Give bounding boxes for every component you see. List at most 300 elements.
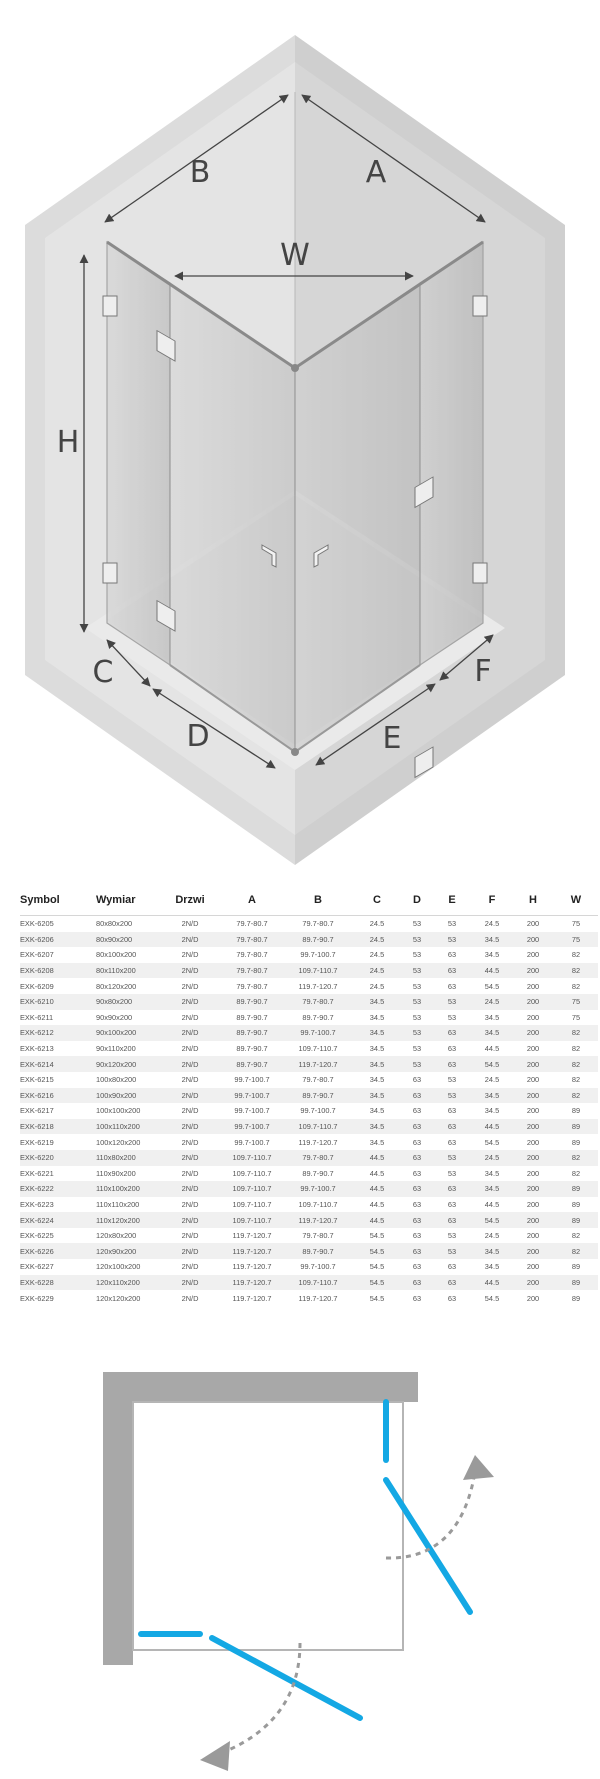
table-cell: 2N/D [181,1028,199,1038]
table-cell: 53 [412,950,422,960]
table-cell: 89 [571,1293,581,1303]
dim-label-d: D [186,719,210,754]
table-cell: 34.5 [369,1090,385,1100]
table-cell: 89.7-90.7 [236,1044,268,1054]
table-cell: 79.7-80.7 [302,997,334,1007]
table-cell: 99.7-100.7 [234,1090,270,1100]
plan-wall [103,1372,418,1665]
table-cell: 63 [447,1059,457,1069]
table-cell: 2N/D [181,1215,199,1225]
plan-view-diagram [0,1340,600,1779]
table-cell: EXK-6217 [20,1106,54,1116]
table-cell: 44.5 [484,1199,500,1209]
table-cell: 79.7-80.7 [236,950,268,960]
table-cell: 80x120x200 [96,981,137,991]
table-cell: 2N/D [181,1293,199,1303]
table-cell: EXK-6213 [20,1044,54,1054]
table-cell: 63 [412,1090,422,1100]
table-cell: 24.5 [484,1231,500,1241]
swing-arrow-head-icon [200,1741,230,1771]
table-row [20,1275,598,1291]
spec-table-header [20,885,598,916]
table-cell: 63 [412,1075,422,1085]
table-cell: 2N/D [181,966,199,976]
table-cell: 200 [526,1262,540,1272]
table-cell: 63 [412,1122,422,1132]
table-cell: 120x110x200 [96,1277,140,1287]
table-cell: 200 [526,1012,540,1022]
table-row [20,978,598,994]
table-cell: 44.5 [369,1168,385,1178]
table-cell: 54.5 [369,1293,385,1303]
table-cell: 24.5 [369,966,385,976]
table-cell: 63 [447,1137,457,1147]
table-cell: 24.5 [484,1153,500,1163]
table-cell: 119.7-120.7 [298,1137,338,1147]
table-cell: 200 [526,1028,540,1038]
table-cell: 82 [571,981,581,991]
table-row [20,1025,598,1041]
table-cell: 53 [447,1075,457,1085]
table-row [20,1103,598,1119]
table-cell: 79.7-80.7 [236,966,268,976]
table-cell: 75 [571,997,581,1007]
header-e: E [448,894,456,906]
table-cell: 63 [412,1277,422,1287]
table-cell: 2N/D [181,1090,199,1100]
table-cell: 80x100x200 [96,950,137,960]
table-cell: 79.7-80.7 [302,1231,334,1241]
table-cell: 100x120x200 [96,1137,141,1147]
table-cell: 34.5 [369,1106,385,1116]
table-cell: 99.7-100.7 [300,950,336,960]
table-cell: 109.7-110.7 [232,1168,272,1178]
table-cell: 44.5 [369,1153,385,1163]
dim-label-a: A [365,155,387,190]
table-cell: 200 [526,1199,540,1209]
swing-arrow-left-icon [224,1643,300,1752]
table-cell: 200 [526,981,540,991]
table-cell: 110x120x200 [96,1215,140,1225]
table-cell: 44.5 [369,1199,385,1209]
table-cell: 63 [447,1262,457,1272]
table-cell: EXK-6220 [20,1153,54,1163]
table-cell: 200 [526,1215,540,1225]
table-cell: 80x90x200 [96,934,133,944]
table-cell: 109.7-110.7 [298,1044,338,1054]
table-cell: 200 [526,1122,540,1132]
table-cell: 200 [526,1231,540,1241]
glass-door-right-plan [386,1480,470,1612]
table-cell: 2N/D [181,919,199,929]
table-cell: 109.7-110.7 [232,1184,272,1194]
table-cell: 99.7-100.7 [300,1106,336,1116]
table-cell: 34.5 [369,1075,385,1085]
table-cell: 63 [412,1215,422,1225]
table-cell: 34.5 [484,1090,500,1100]
table-cell: 34.5 [484,934,500,944]
table-cell: 2N/D [181,950,199,960]
table-cell: 110x80x200 [96,1153,136,1163]
hinge-icon [103,296,117,316]
table-cell: 24.5 [484,1075,500,1085]
dim-label-c: C [92,655,114,690]
table-cell: 89.7-90.7 [302,1012,334,1022]
table-cell: 54.5 [484,1293,500,1303]
table-cell: 75 [571,919,581,929]
header-b: B [314,894,322,906]
table-row [20,1212,598,1228]
table-cell: 63 [447,1199,457,1209]
table-cell: 79.7-80.7 [302,919,334,929]
table-cell: 120x90x200 [96,1246,137,1256]
table-cell: 90x90x200 [96,1012,133,1022]
table-cell: 2N/D [181,934,199,944]
table-cell: 63 [412,1246,422,1256]
table-row [20,1228,598,1244]
table-cell: 110x100x200 [96,1184,140,1194]
swing-arrow-head-icon [463,1455,494,1480]
table-cell: 53 [447,1246,457,1256]
table-cell: 200 [526,1044,540,1054]
table-cell: 63 [447,1106,457,1116]
table-cell: 53 [447,997,457,1007]
table-cell: 2N/D [181,1184,199,1194]
table-cell: 79.7-80.7 [236,934,268,944]
table-cell: 99.7-100.7 [300,1184,336,1194]
table-cell: 82 [571,1044,581,1054]
table-cell: 24.5 [369,919,385,929]
table-cell: 82 [571,1075,581,1085]
table-cell: 2N/D [181,1012,199,1022]
table-cell: 89.7-90.7 [236,997,268,1007]
table-cell: 109.7-110.7 [232,1199,272,1209]
table-cell: 63 [447,1293,457,1303]
table-cell: 54.5 [369,1262,385,1272]
table-cell: 53 [447,1168,457,1178]
spec-table-body [20,916,598,1306]
table-cell: 75 [571,934,581,944]
table-cell: 109.7-110.7 [298,1122,338,1132]
table-cell: 82 [571,1168,581,1178]
table-cell: 54.5 [369,1231,385,1241]
table-cell: 99.7-100.7 [300,1028,336,1038]
header-h: H [529,894,537,906]
table-cell: EXK-6215 [20,1075,54,1085]
table-row [20,1197,598,1213]
table-cell: EXK-6216 [20,1090,54,1100]
table-cell: 120x80x200 [96,1231,137,1241]
table-cell: 63 [412,1184,422,1194]
table-cell: EXK-6219 [20,1137,54,1147]
table-cell: 200 [526,919,540,929]
dim-label-h: H [56,425,80,460]
table-cell: 89.7-90.7 [236,1012,268,1022]
table-cell: 63 [447,1215,457,1225]
table-cell: 109.7-110.7 [298,1277,338,1287]
table-cell: 54.5 [484,1059,500,1069]
table-cell: 109.7-110.7 [298,966,338,976]
spec-table [20,885,598,1306]
table-cell: 63 [412,1231,422,1241]
header-d: D [413,894,421,906]
table-cell: 200 [526,950,540,960]
table-cell: 53 [412,1012,422,1022]
table-cell: 110x90x200 [96,1168,136,1178]
table-cell: 119.7-120.7 [298,1059,338,1069]
table-row [20,947,598,963]
table-cell: 79.7-80.7 [302,1153,334,1163]
corner-post-cap [291,364,299,372]
table-cell: 89.7-90.7 [302,1090,334,1100]
table-cell: 63 [412,1106,422,1116]
table-cell: 200 [526,1153,540,1163]
table-cell: 34.5 [484,1028,500,1038]
table-cell: 2N/D [181,1153,199,1163]
table-cell: 2N/D [181,981,199,991]
table-cell: 79.7-80.7 [302,1075,334,1085]
shower-tray-outline [133,1402,403,1650]
table-cell: 200 [526,1106,540,1116]
table-cell: 24.5 [369,934,385,944]
table-cell: 82 [571,1090,581,1100]
table-cell: 63 [412,1168,422,1178]
table-cell: 120x100x200 [96,1262,141,1272]
header-f: F [488,894,496,906]
table-row [20,994,598,1010]
table-cell: EXK-6223 [20,1199,54,1209]
header-drzwi: Drzwi [175,894,205,906]
table-row [20,1243,598,1259]
table-cell: EXK-6207 [20,950,54,960]
table-cell: 24.5 [484,997,500,1007]
table-cell: 119.7-120.7 [232,1293,272,1303]
table-cell: 89.7-90.7 [302,1168,334,1178]
table-cell: 53 [412,1028,422,1038]
table-cell: 53 [412,981,422,991]
table-row [20,1134,598,1150]
table-cell: 90x100x200 [96,1028,137,1038]
table-cell: 63 [412,1153,422,1163]
table-cell: EXK-6212 [20,1028,54,1038]
table-cell: 89.7-90.7 [302,934,334,944]
table-cell: 2N/D [181,1106,199,1116]
table-cell: 34.5 [484,1246,500,1256]
table-cell: 200 [526,1184,540,1194]
table-cell: 89 [571,1215,581,1225]
table-cell: 2N/D [181,1137,199,1147]
table-cell: 119.7-120.7 [232,1231,272,1241]
table-cell: 34.5 [369,1012,385,1022]
table-cell: 200 [526,997,540,1007]
table-cell: 79.7-80.7 [236,981,268,991]
table-cell: 53 [447,1153,457,1163]
table-cell: 54.5 [484,1215,500,1225]
dim-label-f: F [474,654,492,689]
table-row [20,1041,598,1057]
table-cell: 53 [447,934,457,944]
table-cell: 24.5 [484,919,500,929]
table-cell: 34.5 [484,1262,500,1272]
table-cell: EXK-6208 [20,966,54,976]
table-row [20,1119,598,1135]
table-cell: 53 [412,997,422,1007]
table-cell: 63 [447,1122,457,1132]
table-cell: 89 [571,1199,581,1209]
table-cell: 34.5 [369,1044,385,1054]
table-cell: EXK-6225 [20,1231,54,1241]
table-cell: 34.5 [484,1184,500,1194]
table-cell: 82 [571,966,581,976]
table-cell: EXK-6209 [20,981,54,991]
table-cell: 2N/D [181,1075,199,1085]
table-cell: EXK-6214 [20,1059,54,1069]
table-cell: 109.7-110.7 [298,1199,338,1209]
table-cell: 2N/D [181,1246,199,1256]
dim-label-e: E [382,721,402,756]
table-cell: 63 [447,966,457,976]
table-cell: 119.7-120.7 [232,1277,272,1287]
table-cell: 119.7-120.7 [298,1293,338,1303]
table-cell: 99.7-100.7 [234,1106,270,1116]
table-cell: 44.5 [484,1122,500,1132]
table-cell: 89 [571,1184,581,1194]
table-cell: 53 [412,934,422,944]
table-cell: 63 [412,1199,422,1209]
table-cell: 82 [571,1246,581,1256]
dim-label-w: W [280,238,310,273]
header-a: A [248,894,256,906]
table-cell: 34.5 [484,1168,500,1178]
table-cell: 89.7-90.7 [236,1059,268,1069]
hinge-icon [473,563,487,583]
table-cell: 2N/D [181,997,199,1007]
table-cell: 75 [571,1012,581,1022]
table-cell: 89 [571,1277,581,1287]
table-cell: 2N/D [181,1122,199,1132]
table-cell: 110x110x200 [96,1199,140,1209]
table-cell: 54.5 [484,1137,500,1147]
table-cell: EXK-6226 [20,1246,54,1256]
isometric-shower-diagram [0,0,600,870]
table-cell: 200 [526,1075,540,1085]
table-cell: 90x110x200 [96,1044,136,1054]
table-cell: 63 [447,1028,457,1038]
table-row [20,916,598,932]
table-cell: 44.5 [484,966,500,976]
table-cell: 34.5 [369,1059,385,1069]
table-row [20,1010,598,1026]
table-cell: 44.5 [484,1044,500,1054]
table-row [20,1072,598,1088]
table-cell: 34.5 [484,1106,500,1116]
table-cell: 2N/D [181,1199,199,1209]
table-cell: 53 [412,966,422,976]
table-row [20,932,598,948]
table-cell: 2N/D [181,1044,199,1054]
table-cell: 119.7-120.7 [232,1262,272,1272]
table-cell: 89 [571,1122,581,1132]
table-cell: EXK-6222 [20,1184,54,1194]
table-cell: 100x90x200 [96,1090,137,1100]
table-cell: 34.5 [369,997,385,1007]
table-cell: 53 [412,1044,422,1054]
table-cell: 82 [571,1153,581,1163]
table-cell: 109.7-110.7 [232,1215,272,1225]
table-cell: 34.5 [369,1137,385,1147]
table-cell: 53 [412,919,422,929]
table-cell: 34.5 [484,950,500,960]
dim-label-b: B [189,155,211,190]
table-cell: 99.7-100.7 [234,1137,270,1147]
table-row [20,1088,598,1104]
table-cell: 54.5 [369,1277,385,1287]
table-cell: 63 [412,1262,422,1272]
table-row [20,1150,598,1166]
table-cell: 24.5 [369,981,385,991]
table-cell: 200 [526,1168,540,1178]
table-cell: 120x120x200 [96,1293,141,1303]
table-cell: EXK-6221 [20,1168,54,1178]
table-cell: 44.5 [369,1215,385,1225]
table-row [20,1181,598,1197]
table-cell: 53 [447,1090,457,1100]
table-cell: 89.7-90.7 [236,1028,268,1038]
table-cell: 54.5 [484,981,500,991]
table-cell: 89.7-90.7 [302,1246,334,1256]
table-cell: 100x100x200 [96,1106,141,1116]
table-cell: 53 [412,1059,422,1069]
table-cell: 90x80x200 [96,997,133,1007]
table-cell: 89 [571,1262,581,1272]
table-cell: 79.7-80.7 [236,919,268,929]
table-cell: 90x120x200 [96,1059,137,1069]
table-cell: EXK-6211 [20,1012,54,1022]
table-cell: 53 [447,1231,457,1241]
table-cell: 63 [447,1184,457,1194]
table-cell: 34.5 [484,1012,500,1022]
table-cell: 44.5 [484,1277,500,1287]
table-cell: 34.5 [369,1028,385,1038]
table-cell: 200 [526,966,540,976]
table-row [20,1056,598,1072]
table-cell: 119.7-120.7 [232,1246,272,1256]
table-cell: 200 [526,934,540,944]
table-cell: EXK-6205 [20,919,54,929]
table-cell: EXK-6218 [20,1122,54,1132]
header-wymiar: Wymiar [96,894,136,906]
table-cell: 54.5 [369,1246,385,1256]
table-row [20,1166,598,1182]
table-cell: 82 [571,950,581,960]
table-row [20,1259,598,1275]
table-cell: EXK-6229 [20,1293,54,1303]
table-cell: 63 [412,1137,422,1147]
table-row [20,1290,598,1306]
table-cell: EXK-6224 [20,1215,54,1225]
table-cell: 200 [526,1246,540,1256]
table-cell: 2N/D [181,1168,199,1178]
table-cell: 63 [447,1277,457,1287]
table-cell: 119.7-120.7 [298,981,338,991]
table-cell: 200 [526,1090,540,1100]
table-cell: 80x110x200 [96,966,136,976]
table-cell: EXK-6228 [20,1277,54,1287]
table-cell: 82 [571,1028,581,1038]
table-cell: 63 [412,1293,422,1303]
table-cell: 99.7-100.7 [300,1262,336,1272]
table-cell: 89 [571,1137,581,1147]
